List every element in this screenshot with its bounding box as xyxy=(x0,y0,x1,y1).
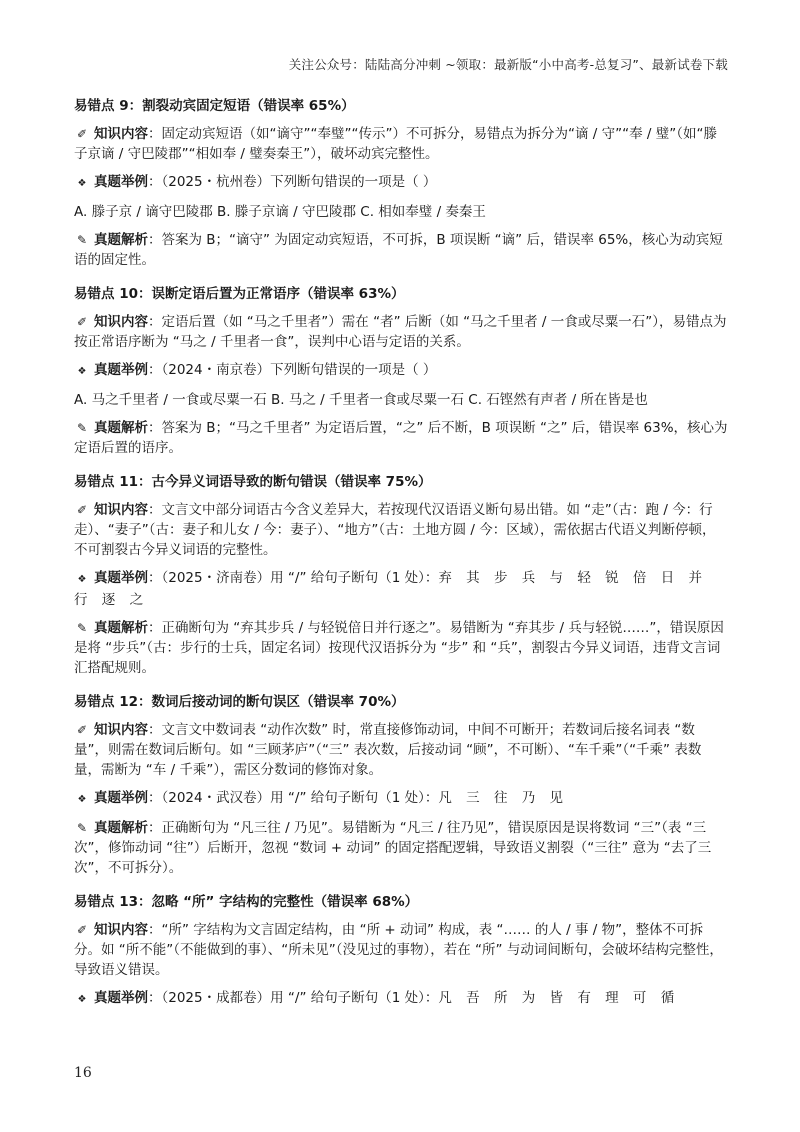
knowledge-label: 知识内容 xyxy=(94,722,148,738)
section-9 xyxy=(74,96,728,270)
knowledge-text: ：文言文中部分词语古今含义差异大，若按现代汉语语义断句易出错。如 “走”（古：跑 / 今：行走）、“妻子”（古：妻子和儿女 / 今：妻子）、“地方”（古：土地方圆 / 今：区域），需依据古代语义判断停顿，不可割裂古今异义词语的完整性。 xyxy=(74,502,716,558)
pen-icon: ✎ xyxy=(76,821,88,835)
example-label: 真题举例 xyxy=(94,174,148,190)
section-title: 易错点 11：古今异义词语导致的断句错误（错误率 75%） xyxy=(74,474,432,490)
pen-icon: ✎ xyxy=(76,621,88,635)
page-number: 16 xyxy=(74,1065,92,1081)
knowledge-paragraph xyxy=(74,920,728,980)
knowledge-label: 知识内容 xyxy=(94,314,148,330)
example-paragraph xyxy=(74,788,728,810)
example-paragraph xyxy=(74,988,728,1010)
analysis-label: 真题解析 xyxy=(94,620,148,636)
example-paragraph xyxy=(74,172,728,194)
section-13 xyxy=(74,892,728,1010)
analysis-label: 真题解析 xyxy=(94,820,148,836)
analysis-label: 真题解析 xyxy=(94,232,148,248)
options-line: A. 马之千里者 / 一食或尽粟一石 B. 马之 / 千里者一食或尽粟一石 C. 石铿然有声者 / 所在皆是也 xyxy=(74,392,648,408)
pencil-icon: ✐ xyxy=(76,127,88,141)
example-text: ：（2025・成都卷）用 “/” 给句子断句（1 处）： xyxy=(148,990,439,1006)
example-label: 真题举例 xyxy=(94,570,148,586)
analysis-paragraph xyxy=(74,230,728,270)
page-content xyxy=(74,96,728,1024)
example-sentence: 凡 三 往 乃 见 xyxy=(438,790,569,806)
pen-icon: ✎ xyxy=(76,421,88,435)
analysis-paragraph xyxy=(74,418,728,458)
options-line: A. 滕子京 / 谪守巴陵郡 B. 滕子京谪 / 守巴陵郡 C. 相如奉璧 / 奏秦王 xyxy=(74,204,486,220)
knowledge-paragraph xyxy=(74,720,728,780)
knowledge-paragraph xyxy=(74,124,728,164)
example-label: 真题举例 xyxy=(94,990,148,1006)
analysis-text: ：正确断句为 “凡三往 / 乃见”。易错断为 “凡三 / 往乃见”，错误原因是误将数词 “三”（表 “三次”，修饰动词 “往”）后断开，忽视 “数词 + 动词” 的固定搭配逻辑，导致语义割裂（“三往” 意为 “去了三次”，不可拆分）。 xyxy=(74,820,712,876)
example-sentence: 凡 吾 所 为 皆 有 理 可 循 xyxy=(438,990,680,1006)
knowledge-text: ：固定动宾短语（如“谪守”“奉璧”“传示”）不可拆分，易错点为拆分为“谪 / 守”“奉 / 璧”（如“滕子京谪 / 守巴陵郡”“相如奉 / 璧奏秦王”），破坏动宾完整性。 xyxy=(74,126,717,162)
pen-icon: ✎ xyxy=(76,233,88,247)
knowledge-paragraph xyxy=(74,312,728,352)
analysis-text: ：正确断句为 “弃其步兵 / 与轻锐倍日并行逐之”。易错断为 “弃其步 / 兵与轻锐……”，错误原因是将 “步兵”（古：步行的士兵，固定名词）按现代汉语拆分为 “步” 和 “兵”，割裂古今异义词语，违背文言词汇搭配规则。 xyxy=(74,620,724,676)
example-sentence: 弃 其 步 兵 与 轻 锐 倍 日 并 行 逐 之 xyxy=(74,570,707,608)
example-label: 真题举例 xyxy=(94,790,148,806)
analysis-paragraph xyxy=(74,618,728,678)
example-paragraph xyxy=(74,360,728,382)
diamond-bullet-icon: ❖ xyxy=(77,994,87,1005)
section-title: 易错点 10：误断定语后置为正常语序（错误率 63%） xyxy=(74,286,405,302)
example-text: ：（2025・杭州卷）下列断句错误的一项是（ ） xyxy=(148,174,437,190)
diamond-bullet-icon: ❖ xyxy=(77,366,87,377)
example-text: ：（2025・济南卷）用 “/” 给句子断句（1 处）： xyxy=(148,570,439,586)
knowledge-label: 知识内容 xyxy=(94,922,148,938)
knowledge-label: 知识内容 xyxy=(94,126,148,142)
example-text: ：（2024・武汉卷）用 “/” 给句子断句（1 处）： xyxy=(148,790,439,806)
knowledge-text: ：“所” 字结构为文言固定结构，由 “所 + 动词” 构成，表 “…… 的人 / 事 / 物”，整体不可拆分。如 “所不能”（不能做到的事）、“所未见”（没见过的事物），若在 “所” 与动词间断句，会破坏结构完整性，导致语义错误。 xyxy=(74,922,723,978)
knowledge-paragraph xyxy=(74,500,728,560)
pencil-icon: ✐ xyxy=(76,723,88,737)
section-title: 易错点 12：数词后接动词的断句误区（错误率 70%） xyxy=(74,694,405,710)
pencil-icon: ✐ xyxy=(76,503,88,517)
diamond-bullet-icon: ❖ xyxy=(77,794,87,805)
section-12 xyxy=(74,692,728,878)
pencil-icon: ✐ xyxy=(76,315,88,329)
section-title: 易错点 13：忽略 “所” 字结构的完整性（错误率 68%） xyxy=(74,894,419,910)
analysis-text: ：答案为 B；“马之千里者” 为定语后置，“之” 后不断，B 项误断 “之” 后，错误率 63%，核心为定语后置的语序。 xyxy=(74,420,728,456)
section-10 xyxy=(74,284,728,458)
diamond-bullet-icon: ❖ xyxy=(77,574,87,585)
page-header: 关注公众号：陆陆高分冲刺 ~领取：最新版“小中高考-总复习”、最新试卷下载 xyxy=(288,57,728,72)
section-title: 易错点 9：割裂动宾固定短语（错误率 65%） xyxy=(74,98,355,114)
example-text: ：（2024・南京卷）下列断句错误的一项是（ ） xyxy=(148,362,437,378)
knowledge-text: ：文言文中数词表 “动作次数” 时，常直接修饰动词，中间不可断开；若数词后接名词表 “数量”，则需在数词后断句。如 “三顾茅庐”（“三” 表次数，后接动词 “顾”，不可断）、“车千乘”（“千乘” 表数量，需断为 “车 / 千乘”），需区分数词的修饰对象。 xyxy=(74,722,702,778)
pencil-icon: ✐ xyxy=(76,923,88,937)
knowledge-label: 知识内容 xyxy=(94,502,148,518)
analysis-label: 真题解析 xyxy=(94,420,148,436)
analysis-text: ：答案为 B；“谪守” 为固定动宾短语，不可拆，B 项误断 “谪” 后，错误率 65%，核心为动宾短语的固定性。 xyxy=(74,232,723,268)
section-11 xyxy=(74,472,728,678)
knowledge-text: ：定语后置（如 “马之千里者”）需在 “者” 后断（如 “马之千里者 / 一食或尽粟一石”），易错点为按正常语序断为 “马之 / 千里者一食”，误判中心语与定语的关系。 xyxy=(74,314,727,350)
example-label: 真题举例 xyxy=(94,362,148,378)
analysis-paragraph xyxy=(74,818,728,878)
example-paragraph xyxy=(74,568,728,610)
diamond-bullet-icon: ❖ xyxy=(77,178,87,189)
